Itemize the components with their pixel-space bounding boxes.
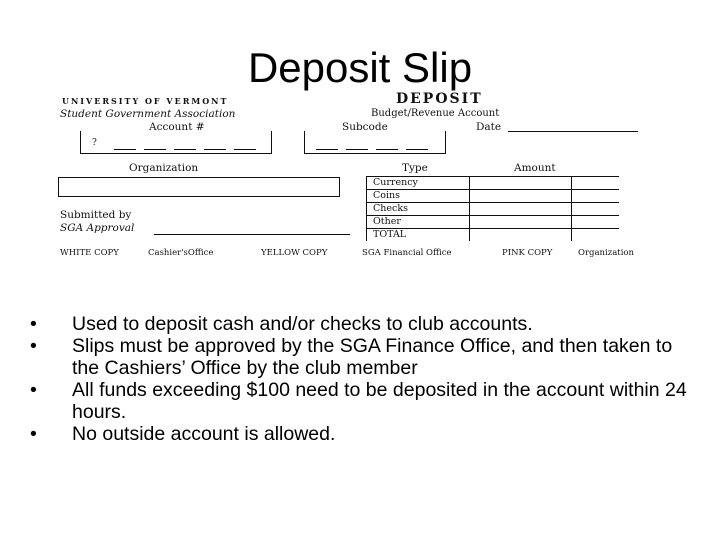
slip-submitted-label: Submitted by: [60, 209, 132, 221]
slip-account-box: [80, 131, 272, 154]
slip-row-label: Checks: [373, 203, 408, 214]
slip-subcode-blank: [346, 149, 368, 150]
slip-approval-line: [154, 234, 350, 235]
slip-account-blank: [114, 149, 136, 150]
slip-subcode-blank: [376, 149, 398, 150]
slip-row-label: Coins: [373, 190, 401, 201]
slip-budget-label: Budget/Revenue Account: [371, 108, 500, 119]
slip-subcode-label: Subcode: [342, 121, 388, 133]
slip-table-rule: [367, 189, 619, 190]
slip-amount-table: [366, 176, 619, 241]
slip-organization-label: Organization: [129, 162, 199, 174]
slip-account-blank: [174, 149, 196, 150]
slip-approval-label: SGA Approval: [60, 222, 135, 234]
bullet-item: • All funds exceeding $100 need to be deposited in the account within 24 hours.: [28, 379, 688, 423]
slip-association: Student Government Association: [60, 108, 236, 120]
slip-copy-label: YELLOW COPY: [261, 248, 328, 258]
slip-heading: DEPOSIT: [396, 91, 483, 107]
slip-row-label: TOTAL: [373, 229, 407, 240]
slip-copy-label: WHITE COPY: [60, 248, 119, 258]
slip-university: UNIVERSITY OF VERMONT: [62, 96, 229, 106]
bullet-item: • Used to deposit cash and/or checks to club accounts.: [28, 313, 688, 335]
slip-account-label: Account #: [149, 121, 205, 133]
bullet-list: [28, 313, 688, 445]
slip-date-line: [508, 131, 638, 132]
slip-amount-label: Amount: [514, 162, 556, 174]
slip-copy-label: PINK COPY: [502, 248, 553, 258]
slip-date-label: Date: [476, 121, 502, 133]
slip-subcode-blank: [316, 149, 338, 150]
slip-table-divider: [469, 177, 470, 241]
slip-dollar-mark: ?: [92, 138, 97, 148]
slip-account-blank: [144, 149, 166, 150]
slip-table-rule: [367, 215, 619, 216]
bullet-item: • No outside account is allowed.: [28, 423, 688, 445]
slip-row-label: Other: [373, 216, 401, 227]
slip-account-blank: [234, 149, 256, 150]
slip-subcode-box: [304, 131, 446, 154]
slip-copy-label: Organization: [578, 248, 635, 258]
deposit-slip-image: [56, 93, 656, 263]
slide-title: Deposit Slip: [247, 44, 473, 91]
slip-type-label: Type: [402, 162, 428, 174]
slip-row-label: Currency: [373, 177, 418, 188]
slip-table-divider: [571, 177, 572, 241]
slip-copy-label: Cashier'sOffice: [148, 248, 214, 258]
slip-organization-box: [58, 177, 340, 197]
slip-copy-label: SGA Financial Office: [362, 248, 452, 258]
slip-account-blank: [204, 149, 226, 150]
slip-subcode-blank: [406, 149, 428, 150]
bullet-item: • Slips must be approved by the SGA Finance Office, and then taken to the Cashiers’ Office by the club member: [28, 335, 688, 379]
